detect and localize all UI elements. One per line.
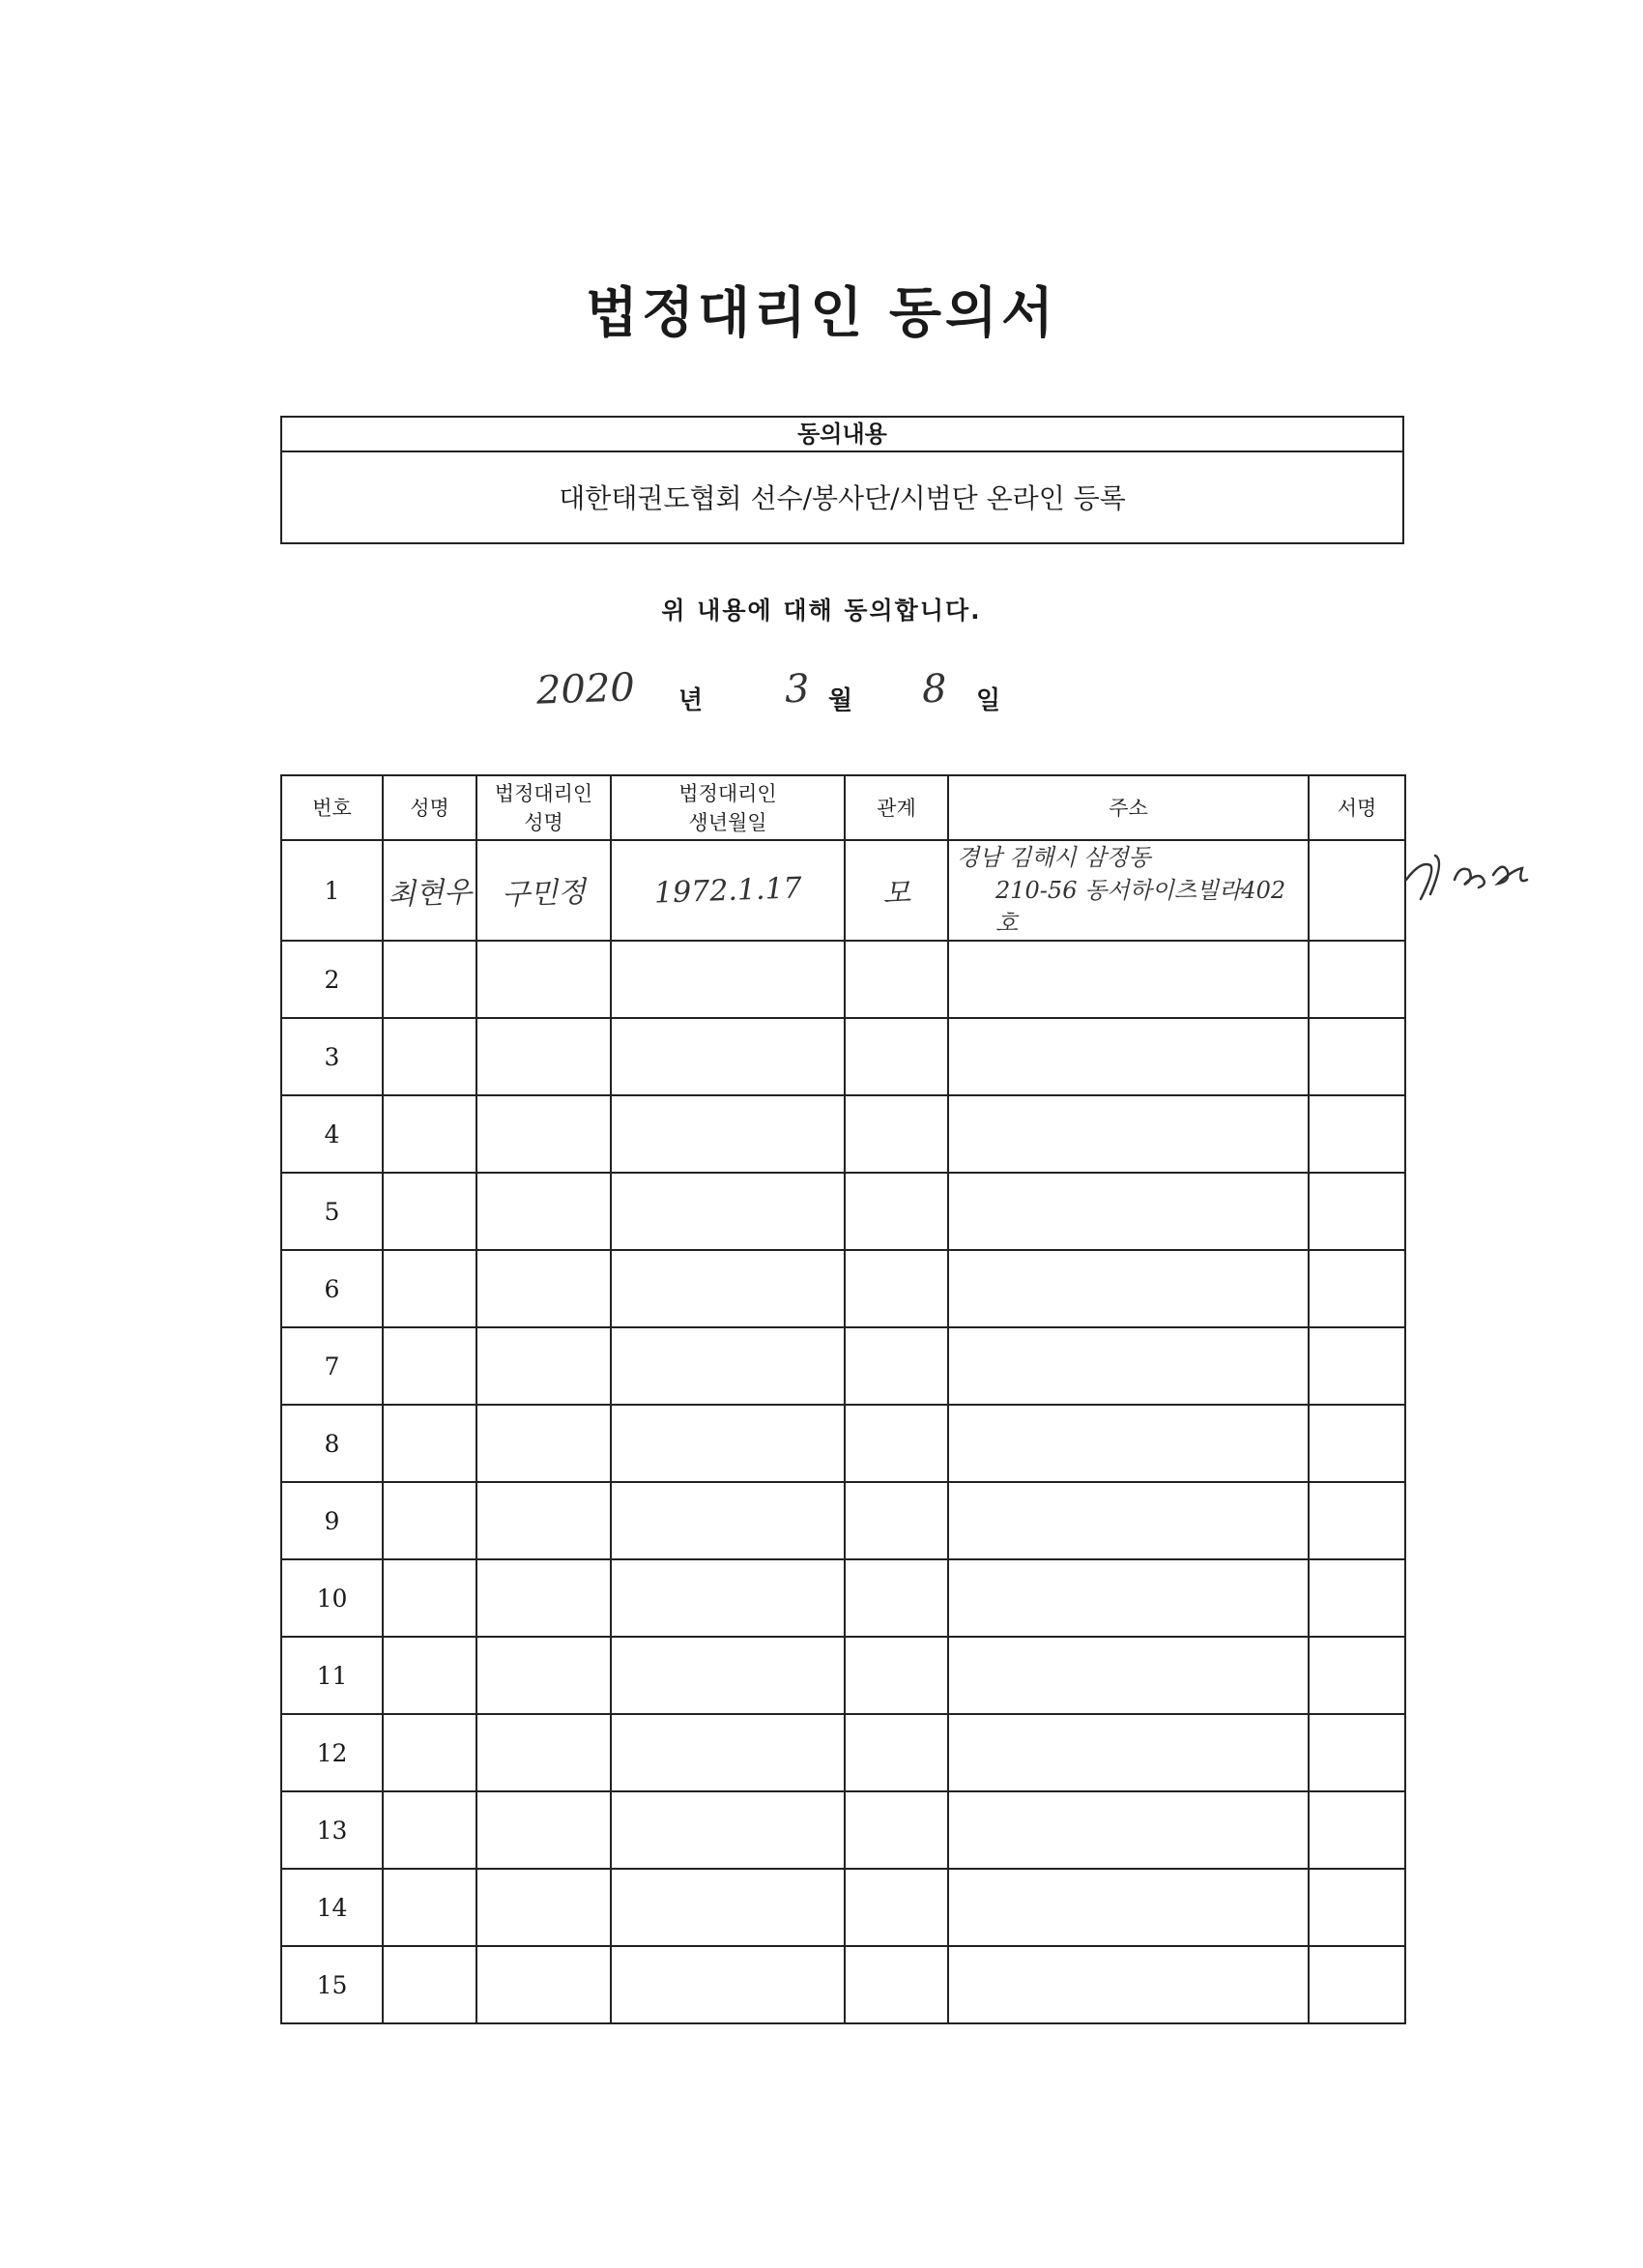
cell-signature [1309, 1946, 1405, 2023]
cell-number: 7 [281, 1327, 383, 1405]
cell-guardian-birth [611, 1559, 845, 1637]
cell-number: 9 [281, 1482, 383, 1559]
header-relation: 관계 [845, 775, 948, 840]
table-row [281, 1714, 1405, 1791]
table-row [281, 1482, 1405, 1559]
table-row [281, 840, 1405, 941]
cell-signature [1309, 1327, 1405, 1405]
document-title: 법정대리인 동의서 [585, 282, 1058, 345]
cell-relation [845, 1791, 948, 1869]
cell-signature [1309, 1173, 1405, 1250]
cell-signature [1309, 1250, 1405, 1327]
cell-relation [845, 1095, 948, 1173]
cell-address [948, 1095, 1309, 1173]
cell-relation [845, 1869, 948, 1946]
cell-number: 6 [281, 1250, 383, 1327]
cell-name [383, 1869, 476, 1946]
cell-relation: 모 [845, 840, 948, 941]
consent-body: 대한태권도협회 선수/봉사단/시범단 온라인 등록 [559, 482, 1126, 514]
cell-guardian-birth [611, 1405, 845, 1482]
cell-guardian-birth [611, 1714, 845, 1791]
cell-number: 2 [281, 941, 383, 1018]
cell-address [948, 1791, 1309, 1869]
header-number: 번호 [281, 775, 383, 840]
cell-signature [1309, 1095, 1405, 1173]
cell-guardian-birth [611, 1173, 845, 1250]
cell-signature [1309, 1482, 1405, 1559]
cell-address [948, 1018, 1309, 1095]
cell-number: 3 [281, 1018, 383, 1095]
table-row [281, 1018, 1405, 1095]
date-year-label: 년 [678, 686, 704, 715]
agree-statement: 위 내용에 대해 동의합니다. [661, 596, 982, 625]
cell-guardian-name [476, 1637, 611, 1714]
guardian-table [280, 774, 1406, 2024]
cell-relation [845, 1018, 948, 1095]
cell-guardian-birth [611, 1637, 845, 1714]
cell-number: 15 [281, 1946, 383, 2023]
cell-guardian-name [476, 1946, 611, 2023]
cell-address [948, 1714, 1309, 1791]
cell-guardian-birth [611, 1250, 845, 1327]
cell-guardian-name [476, 1714, 611, 1791]
cell-guardian-birth [611, 1946, 845, 2023]
header-guardian-name: 법정대리인 성명 [476, 775, 611, 840]
table-row [281, 1946, 1405, 2023]
cell-name [383, 1714, 476, 1791]
cell-address [948, 1869, 1309, 1946]
table-row [281, 941, 1405, 1018]
cell-guardian-name: 구민정 [476, 840, 611, 941]
cell-relation [845, 1482, 948, 1559]
cell-address: 경남 김해시 삼정동 210-56 동서하이츠빌라402호 [948, 840, 1309, 941]
date-year-handwritten: 2020 [535, 665, 636, 713]
cell-name [383, 941, 476, 1018]
header-signature: 서명 [1309, 775, 1405, 840]
table-row [281, 1869, 1405, 1946]
cell-guardian-birth [611, 1327, 845, 1405]
cell-guardian-name [476, 1250, 611, 1327]
header-guardian-birth: 법정대리인 생년월일 [611, 775, 845, 840]
cell-relation [845, 1250, 948, 1327]
cell-guardian-name [476, 1869, 611, 1946]
cell-name: 최현우 [383, 840, 476, 941]
cell-address [948, 1559, 1309, 1637]
cell-guardian-name [476, 1327, 611, 1405]
cell-guardian-birth [611, 1095, 845, 1173]
consent-box [280, 416, 1404, 544]
cell-name [383, 1946, 476, 2023]
table-row [281, 1791, 1405, 1869]
date-month-label: 월 [828, 686, 853, 715]
cell-address [948, 1637, 1309, 1714]
cell-guardian-name [476, 1173, 611, 1250]
handwritten-signature [1401, 841, 1575, 909]
cell-address [948, 1173, 1309, 1250]
cell-name [383, 1791, 476, 1869]
header-address: 주소 [948, 775, 1309, 840]
cell-guardian-birth [611, 1018, 845, 1095]
date-day-label: 일 [976, 686, 1001, 715]
cell-guardian-name [476, 1791, 611, 1869]
cell-relation [845, 1559, 948, 1637]
table-header-row [281, 775, 1405, 840]
date-day-handwritten: 8 [921, 666, 948, 712]
table-row [281, 1327, 1405, 1405]
table-row [281, 1250, 1405, 1327]
cell-relation [845, 1327, 948, 1405]
cell-signature [1309, 840, 1405, 941]
cell-guardian-birth [611, 1482, 845, 1559]
cell-guardian-birth [611, 941, 845, 1018]
cell-guardian-name [476, 1018, 611, 1095]
cell-number: 14 [281, 1869, 383, 1946]
cell-relation [845, 1405, 948, 1482]
cell-number: 13 [281, 1791, 383, 1869]
cell-guardian-name [476, 1095, 611, 1173]
table-row [281, 1173, 1405, 1250]
cell-address [948, 1250, 1309, 1327]
cell-guardian-name [476, 1405, 611, 1482]
cell-name [383, 1250, 476, 1327]
table-row [281, 1405, 1405, 1482]
cell-name [383, 1637, 476, 1714]
cell-guardian-name [476, 1482, 611, 1559]
cell-number: 4 [281, 1095, 383, 1173]
header-name: 성명 [383, 775, 476, 840]
cell-relation [845, 1173, 948, 1250]
cell-number: 8 [281, 1405, 383, 1482]
cell-guardian-name [476, 941, 611, 1018]
cell-name [383, 1095, 476, 1173]
cell-name [383, 1482, 476, 1559]
cell-address [948, 1405, 1309, 1482]
cell-name [383, 1173, 476, 1250]
cell-signature [1309, 1637, 1405, 1714]
cell-address [948, 1327, 1309, 1405]
cell-name [383, 1018, 476, 1095]
cell-relation [845, 1946, 948, 2023]
cell-guardian-birth: 1972.1.17 [611, 840, 845, 941]
cell-relation [845, 1637, 948, 1714]
cell-name [383, 1327, 476, 1405]
table-row [281, 1559, 1405, 1637]
table-row [281, 1637, 1405, 1714]
cell-signature [1309, 1559, 1405, 1637]
cell-relation [845, 941, 948, 1018]
cell-signature [1309, 1714, 1405, 1791]
cell-guardian-birth [611, 1791, 845, 1869]
cell-name [383, 1559, 476, 1637]
cell-number: 1 [281, 840, 383, 941]
cell-relation [845, 1714, 948, 1791]
cell-signature [1309, 941, 1405, 1018]
cell-name [383, 1405, 476, 1482]
date-month-handwritten: 3 [784, 666, 811, 712]
cell-number: 12 [281, 1714, 383, 1791]
cell-number: 10 [281, 1559, 383, 1637]
table-row [281, 1095, 1405, 1173]
cell-guardian-name [476, 1559, 611, 1637]
cell-signature [1309, 1791, 1405, 1869]
cell-address [948, 941, 1309, 1018]
cell-address [948, 1482, 1309, 1559]
cell-address [948, 1946, 1309, 2023]
cell-guardian-birth [611, 1869, 845, 1946]
cell-number: 5 [281, 1173, 383, 1250]
cell-signature [1309, 1869, 1405, 1946]
consent-header: 동의내용 [282, 418, 1402, 452]
cell-signature [1309, 1405, 1405, 1482]
cell-signature [1309, 1018, 1405, 1095]
cell-number: 11 [281, 1637, 383, 1714]
